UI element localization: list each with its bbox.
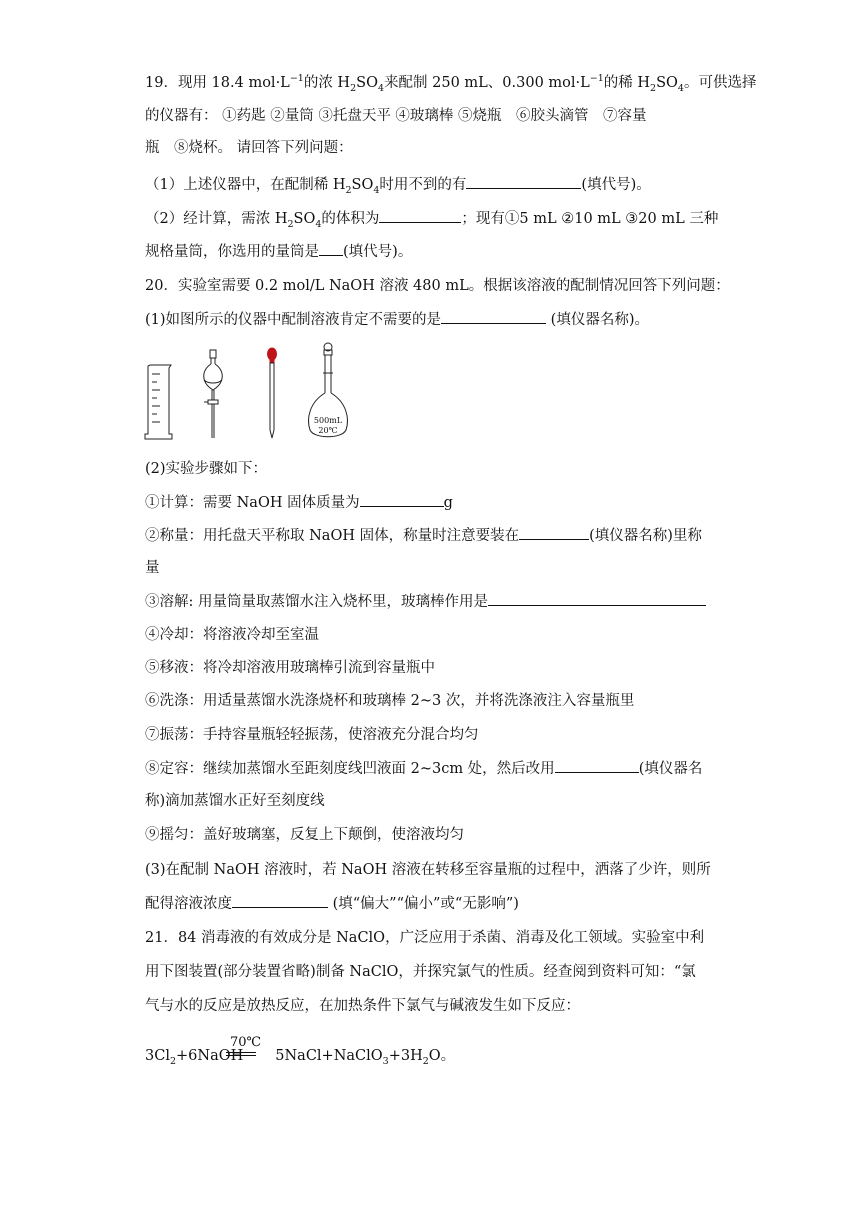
answer-blank[interactable] <box>360 492 444 507</box>
subscript: 2 <box>345 184 352 196</box>
subscript: 2 <box>350 82 357 94</box>
q20-line-2 <box>145 309 649 330</box>
q20-line-5 <box>145 893 519 914</box>
q20-text: 配得溶液浓度 <box>145 896 232 912</box>
reaction-condition: 70℃ <box>230 1035 262 1050</box>
q19-text: 来配制 250 mL、0.300 mol·L <box>384 75 590 91</box>
equation-text: 5NaCl+NaClO <box>275 1048 383 1064</box>
q19-text: 19．现用 18.4 mol·L <box>145 75 290 91</box>
answer-blank[interactable] <box>519 525 589 540</box>
q19-line-1 <box>145 73 756 93</box>
q19-text: (填代号)。 <box>343 244 413 260</box>
q21-line-3: 气与水的反应是放热反应，在加热条件下氯气与碱液发生如下反应： <box>145 998 580 1014</box>
q20-text: (1)如图所示的仪器中配制溶液肯定不需要的是 <box>145 312 442 328</box>
volumetric-flask-icon <box>309 343 348 437</box>
equation-text: +3H <box>388 1048 423 1064</box>
q19-line-4 <box>145 174 651 195</box>
q20-step-2-cont: 量 <box>145 560 160 576</box>
superscript: −1 <box>289 73 304 85</box>
answer-blank[interactable] <box>488 591 706 606</box>
q19-line-2: 的仪器有： ①药匙 ②量筒 ③托盘天平 ④玻璃棒 ⑤烧瓶 ⑥胶头滴管 ⑦容量 <box>145 108 647 124</box>
q21-line-2: 用下图装置(部分装置省略)制备 NaClO，并探究氯气的性质。经查阅到资料可知：“氯 <box>145 964 696 980</box>
graduated-cylinder-icon <box>145 365 172 439</box>
q20-text: ⑧定容：继续加蒸馏水至距刻度线凹液面 2~3cm 处，然后改用 <box>145 761 555 777</box>
separatory-funnel-icon <box>204 350 223 438</box>
subscript: 4 <box>377 82 385 94</box>
q20-step-5: ⑤移液：将冷却溶液用玻璃棒引流到容量瓶中 <box>145 660 435 676</box>
q20-text: ①计算：需要 NaOH 固体质量为 <box>145 495 360 511</box>
dropper-icon <box>267 348 277 439</box>
answer-blank[interactable] <box>232 893 328 908</box>
chemical-equation <box>145 1046 455 1066</box>
q20-step-4: ④冷却：将溶液冷却至室温 <box>145 627 319 643</box>
q19-text: 时用不到的有 <box>379 177 467 193</box>
q19-line-5 <box>145 208 718 229</box>
subscript: 4 <box>677 82 684 94</box>
lab-instruments-figure <box>140 338 380 446</box>
q20-text: ②称量：用托盘天平称取 NaOH 固体，称量时注意要装在 <box>145 528 520 544</box>
equation-text: O。 <box>428 1048 456 1064</box>
equation-text: 3Cl <box>145 1048 170 1064</box>
q20-step-8-cont: 称)滴加蒸馏水正好至刻度线 <box>145 793 325 809</box>
q19-text: （2）经计算，需浓 H <box>145 211 288 227</box>
answer-blank[interactable] <box>555 758 639 773</box>
q20-step-2 <box>145 525 702 546</box>
subscript: 3 <box>382 1055 389 1067</box>
subscript: 2 <box>650 82 657 94</box>
q19-line-3: 瓶 ⑧烧杯。 请回答下列问题： <box>145 140 353 156</box>
q19-text: (填代号)。 <box>581 177 651 193</box>
q20-step-8 <box>145 758 702 779</box>
q20-line-1: 20．实验室需要 0.2 mol/L NaOH 溶液 480 mL。根据该溶液的配制情况回答下列问题： <box>145 278 730 294</box>
q20-text: ③溶解: 用量筒量取蒸馏水注入烧杯里，玻璃棒作用是 <box>145 594 488 610</box>
subscript: 2 <box>422 1055 429 1067</box>
answer-blank[interactable] <box>379 208 461 223</box>
q19-text: 。可供选择 <box>683 75 757 91</box>
q20-text: (填“偏大”“偏小”或“无影响”) <box>328 896 519 912</box>
q19-text: 的浓 H <box>303 75 351 91</box>
subscript: 2 <box>287 218 294 230</box>
q19-text: （1）上述仪器中，在配制稀 H <box>145 177 346 193</box>
q19-text: 的稀 H <box>603 75 651 91</box>
answer-blank[interactable] <box>441 309 546 324</box>
q20-line-3: (2)实验步骤如下： <box>145 461 268 477</box>
subscript: 2 <box>169 1055 177 1067</box>
q21-line-1: 21．84 消毒液的有效成分是 NaClO，广泛应用于杀菌、消毒及化工领域。实验室中利 <box>145 930 705 946</box>
q20-step-3 <box>145 591 706 612</box>
flask-temp-label: 20℃ <box>318 426 338 435</box>
answer-blank[interactable] <box>466 174 581 189</box>
q20-text: (填仪器名称)里称 <box>589 528 702 544</box>
superscript: −1 <box>589 73 604 85</box>
q19-text: 的体积为 <box>321 211 380 227</box>
answer-blank[interactable] <box>319 241 343 256</box>
q19-text: 规格量筒，你选用的量筒是 <box>145 244 319 260</box>
flask-capacity-label: 500mL <box>313 416 343 425</box>
subscript: 4 <box>373 184 380 196</box>
q19-line-6 <box>145 241 412 262</box>
q19-text: SO <box>656 75 678 91</box>
q19-text: SO <box>293 211 316 227</box>
q20-text: g <box>443 495 453 511</box>
q20-step-7: ⑦振荡：手持容量瓶轻轻振荡，使溶液充分混合均匀 <box>145 727 479 743</box>
equation-text: +6NaOH <box>176 1048 244 1064</box>
subscript: 4 <box>315 218 322 230</box>
q20-text: (填仪器名 <box>638 761 703 777</box>
q19-text: SO <box>351 177 374 193</box>
q20-step-6: ⑥洗涤：用适量蒸馏水洗涤烧杯和玻璃棒 2~3 次，并将洗涤液注入容量瓶里 <box>145 693 635 709</box>
q19-text: ；现有①5 mL ②10 mL ③20 mL 三种 <box>461 211 719 227</box>
q20-step-9: ⑨摇匀：盖好玻璃塞，反复上下颠倒，使溶液均匀 <box>145 827 464 843</box>
q19-text: SO <box>356 75 378 91</box>
q20-line-4: (3)在配制 NaOH 溶液时，若 NaOH 溶液在转移至容量瓶的过程中，洒落了少许，则所 <box>145 862 711 878</box>
q20-text: (填仪器名称)。 <box>546 312 649 328</box>
q20-step-1 <box>145 492 453 513</box>
